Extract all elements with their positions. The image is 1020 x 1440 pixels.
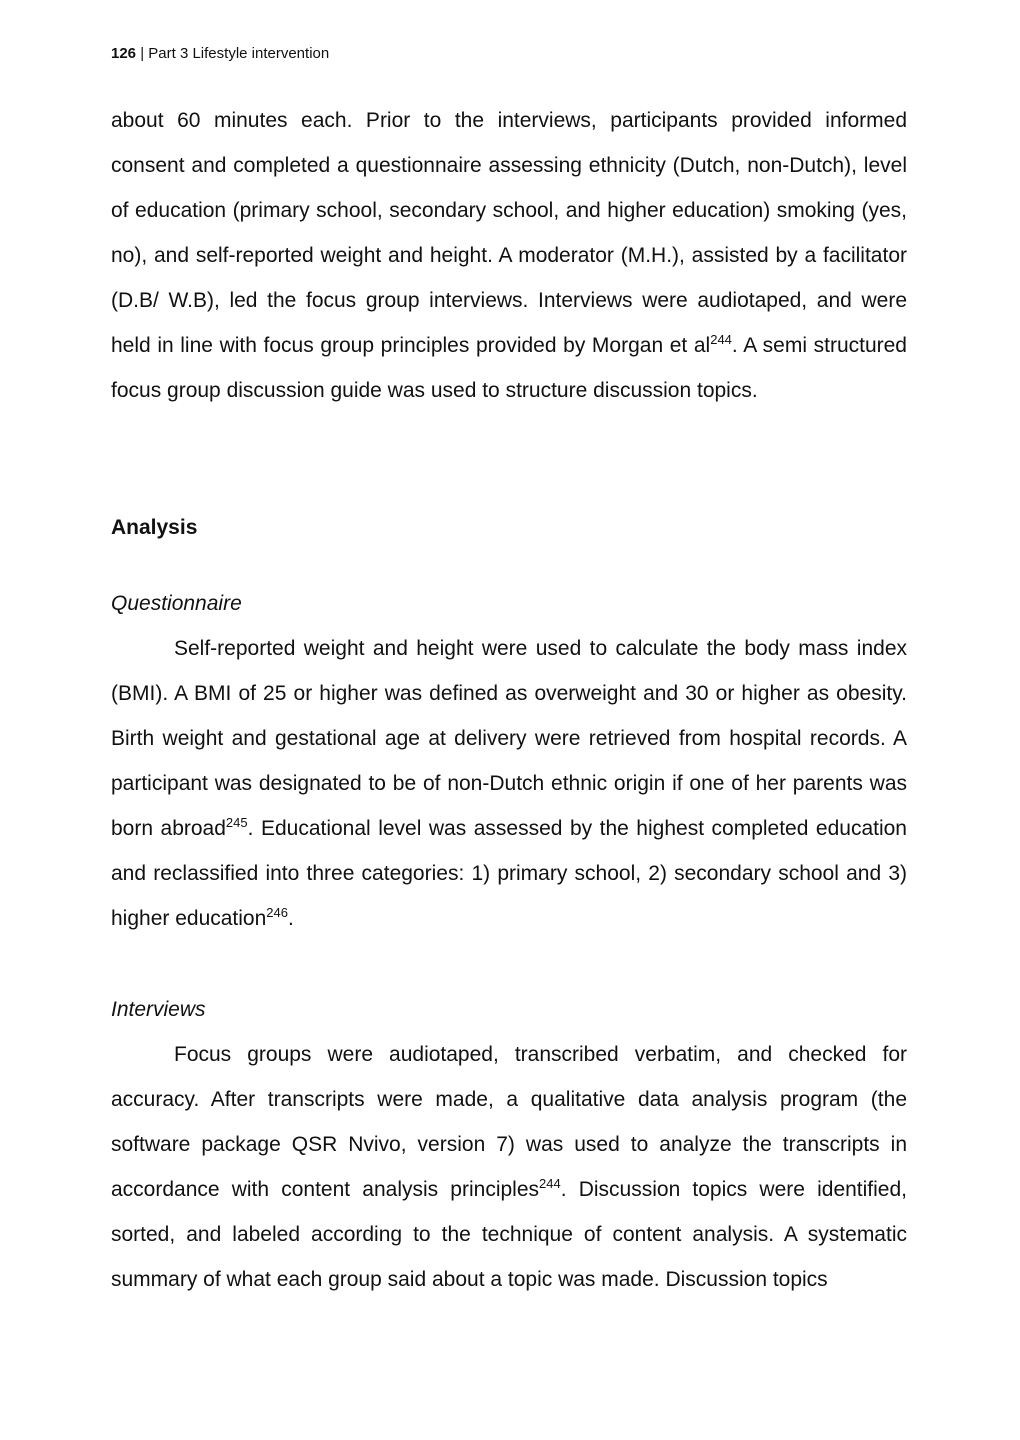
questionnaire-text-3: . [288,907,294,930]
subheading-questionnaire: Questionnaire [111,592,242,615]
interviews-paragraph [111,1032,907,1302]
citation-246: 246 [266,905,288,920]
running-head [111,44,329,64]
questionnaire-text-1: Self-reported weight and height were used to calculate the body mass index (BMI). A BMI of 25 or higher was defined as overweight and 30 or higher as obesity. Birth weight and gestational age at delivery were retrieved from hospital records. A participant was designated to be of non-Dutch ethnic origin if one of her parents was born abroad [111,637,907,840]
running-head-separator: | [140,45,145,62]
intro-text-1: about 60 minutes each. Prior to the interviews, participants provided informed consent and completed a questionnaire assessing ethnicity (Dutch, non-Dutch), level of education (primary school, secondary school, and higher education) smoking (yes, no), and self-reported weight and height. A moderator (M.H.), assisted by a facilitator (D.B/ W.B), led the focus group interviews. Interviews were audiotaped, and were held in line with focus group principles provided by Morgan et al [111,109,907,357]
questionnaire-paragraph [111,626,907,941]
citation-244: 244 [710,332,732,347]
intro-paragraph [111,98,907,413]
questionnaire-text-2: . Educational level was assessed by the highest completed education and reclassified into three categories: 1) primary school, 2) secondary school and 3) higher education [111,817,907,930]
subheading-interviews: Interviews [111,998,206,1021]
interviews-text-2: . Discussion topics were identified, sorted, and labeled according to the technique of content analysis. A systematic summary of what each group said about a topic was made. Discussion topics [111,1178,907,1291]
section-heading-analysis: Analysis [111,516,198,539]
page-number: 126 [111,45,137,62]
citation-244b: 244 [539,1176,561,1191]
running-head-title: Part 3 Lifestyle intervention [148,45,330,62]
intro-text-2: . A semi structured focus group discussion guide was used to structure discussion topics. [111,334,907,402]
interviews-text-1: Focus groups were audiotaped, transcribed verbatim, and checked for accuracy. After transcripts were made, a qualitative data analysis program (the software package QSR Nvivo, version 7) was used to analyze the transcripts in accordance with content analysis principles [111,1043,907,1201]
citation-245: 245 [225,815,248,830]
